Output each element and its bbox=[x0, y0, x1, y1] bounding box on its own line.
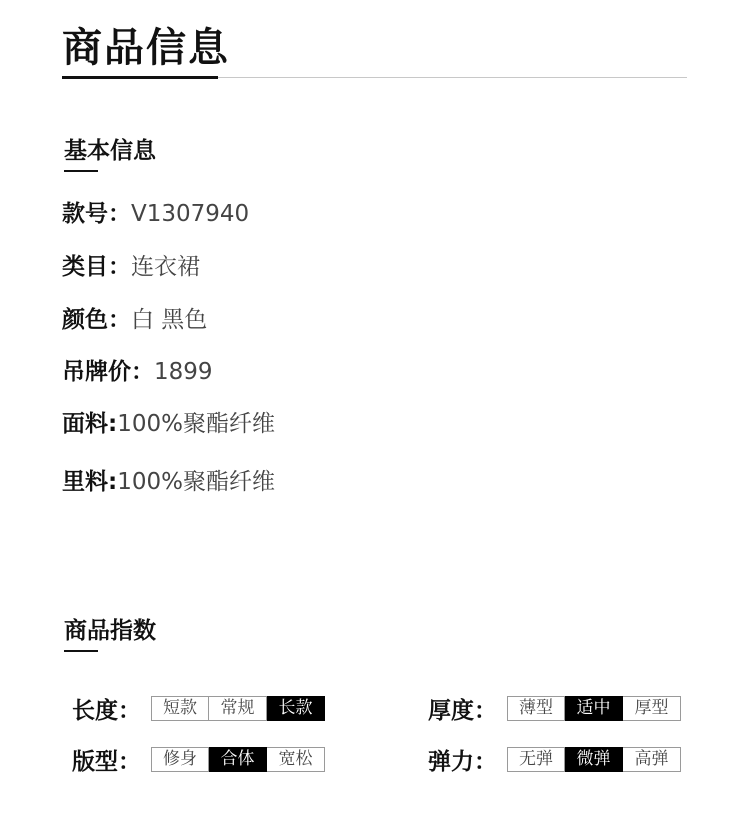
scale-option: 高弹 bbox=[623, 747, 681, 772]
page-title: 商品信息 bbox=[62, 25, 230, 71]
index-thickness bbox=[428, 692, 681, 725]
info-row-category bbox=[62, 252, 200, 282]
index-label: 弹力： bbox=[428, 749, 497, 775]
product-index-heading: 商品指数 bbox=[64, 618, 156, 644]
scale-option-selected: 长款 bbox=[267, 696, 325, 721]
scale-option: 常规 bbox=[209, 696, 267, 721]
info-row-tag-price bbox=[62, 357, 213, 387]
scale-option-selected: 微弹 bbox=[565, 747, 623, 772]
info-row-fabric bbox=[62, 409, 275, 439]
info-value: 白 黑色 bbox=[131, 307, 208, 333]
info-label: 面料: bbox=[62, 411, 118, 437]
elasticity-scale bbox=[507, 747, 681, 772]
info-value: 100%聚酯纤维 bbox=[117, 469, 275, 495]
info-label: 吊牌价： bbox=[62, 359, 154, 385]
index-elasticity bbox=[428, 743, 681, 776]
index-label: 版型： bbox=[72, 749, 141, 775]
info-label: 类目： bbox=[62, 254, 131, 280]
info-value: 连衣裙 bbox=[131, 254, 200, 280]
length-scale bbox=[151, 696, 325, 721]
scale-option: 短款 bbox=[151, 696, 209, 721]
info-label: 颜色： bbox=[62, 307, 131, 333]
scale-option-selected: 适中 bbox=[565, 696, 623, 721]
info-label: 款号： bbox=[62, 201, 131, 227]
info-row-color bbox=[62, 305, 207, 335]
scale-option: 薄型 bbox=[507, 696, 565, 721]
info-row-lining bbox=[62, 467, 275, 497]
thickness-scale bbox=[507, 696, 681, 721]
info-label: 里料: bbox=[62, 469, 118, 495]
scale-option: 修身 bbox=[151, 747, 209, 772]
basic-info-heading: 基本信息 bbox=[64, 138, 156, 164]
index-label: 厚度： bbox=[428, 698, 497, 724]
index-label: 长度： bbox=[72, 698, 141, 724]
info-value: 1899 bbox=[154, 359, 213, 385]
info-value: V1307940 bbox=[131, 201, 250, 227]
basic-info-underline bbox=[64, 170, 98, 172]
scale-option-selected: 合体 bbox=[209, 747, 267, 772]
scale-option: 厚型 bbox=[623, 696, 681, 721]
title-divider-accent bbox=[62, 76, 218, 79]
info-row-style-no bbox=[62, 199, 249, 229]
index-length bbox=[72, 692, 325, 725]
scale-option: 宽松 bbox=[267, 747, 325, 772]
index-fit bbox=[72, 743, 325, 776]
fit-scale bbox=[151, 747, 325, 772]
info-value: 100%聚酯纤维 bbox=[117, 411, 275, 437]
scale-option: 无弹 bbox=[507, 747, 565, 772]
product-index-underline bbox=[64, 650, 98, 652]
